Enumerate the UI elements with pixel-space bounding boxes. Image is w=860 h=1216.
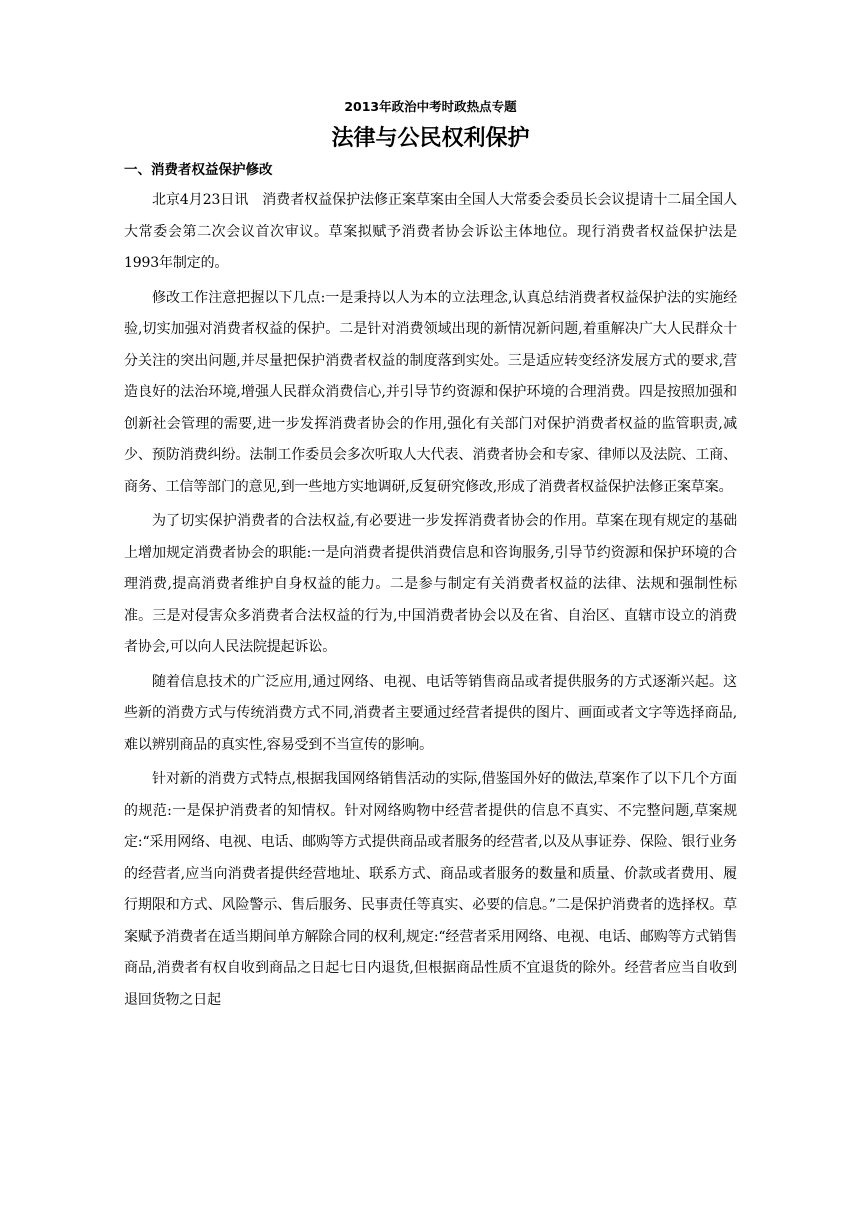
document-subtitle: 2013年政治中考时政热点专题 xyxy=(344,99,517,114)
paragraph-3: 为了切实保护消费者的合法权益,有必要进一步发挥消费者协会的作用。草案在现有规定的基础上增加规定消费者协会的职能:一是向消费者提供消费信息和咨询服务,引导节约资源和保护环境的合理消费,提高消费者维护自身权益的能力。二是参与制定有关消费者权益的法律、法规和强制性标准。三是对侵害众多消费者合法权益的行为,中国消费者协会以及在省、自治区、直辖市设立的消费者协会,可以向人民法院提起诉讼。 xyxy=(124,513,737,655)
paragraph-1: 北京4月23日讯 消费者权益保护法修正案草案由全国人大常委会委员长会议提请十二届全国人大常委会第二次会议首次审议。草案拟赋予消费者协会诉讼主体地位。现行消费者权益保护法是1993年制定的。 xyxy=(124,192,737,271)
paragraph-5: 针对新的消费方式特点,根据我国网络销售活动的实际,借鉴国外好的做法,草案作了以下几个方面的规范:一是保护消费者的知情权。针对网络购物中经营者提供的信息不真实、不完整问题,草案规定:“采用网络、电视、电话、邮购等方式提供商品或者服务的经营者,以及从事证券、保险、银行业务的经营者,应当向消费者提供经营地址、联系方式、商品或者服务的数量和质量、价款或者费用、履行期限和方式、风险警示、售后服务、民事责任等真实、必要的信息。”二是保护消费者的选择权。草案赋予消费者在适当期间单方解除合同的权利,规定:“经营者采用网络、电视、电话、邮购等方式销售商品,消费者有权自收到商品之日起七日内退货,但根据商品性质不宜退货的除外。经营者应当自收到退回货物之日起 xyxy=(124,771,737,1008)
paragraph-2: 修改工作注意把握以下几点:一是秉持以人为本的立法理念,认真总结消费者权益保护法的实施经验,切实加强对消费者权益的保护。二是针对消费领域出现的新情况新问题,着重解决广大人民群众十分关注的突出问题,并尽量把保护消费者权益的制度落到实处。三是适应转变经济发展方式的要求,营造良好的法治环境,增强人民群众消费信心,并引导节约资源和保护环境的合理消费。四是按照加强和创新社会管理的需要,进一步发挥消费者协会的作用,强化有关部门对保护消费者权益的监管职责,减少、预防消费纠纷。法制工作委员会多次听取人大代表、消费者协会和专家、律师以及法院、工商、商务、工信等部门的意见,到一些地方实地调研,反复研究修改,形成了消费者权益保护法修正案草案。 xyxy=(124,289,737,495)
section-heading: 一、消费者权益保护修改 xyxy=(124,162,273,178)
paragraph-4: 随着信息技术的广泛应用,通过网络、电视、电话等销售商品或者提供服务的方式逐渐兴起。这些新的消费方式与传统消费方式不同,消费者主要通过经营者提供的图片、画面或者文字等选择商品,难以辨别商品的真实性,容易受到不当宣传的影响。 xyxy=(124,673,737,753)
document-page xyxy=(124,98,737,1019)
document-title: 法律与公民权利保护 xyxy=(331,126,530,151)
